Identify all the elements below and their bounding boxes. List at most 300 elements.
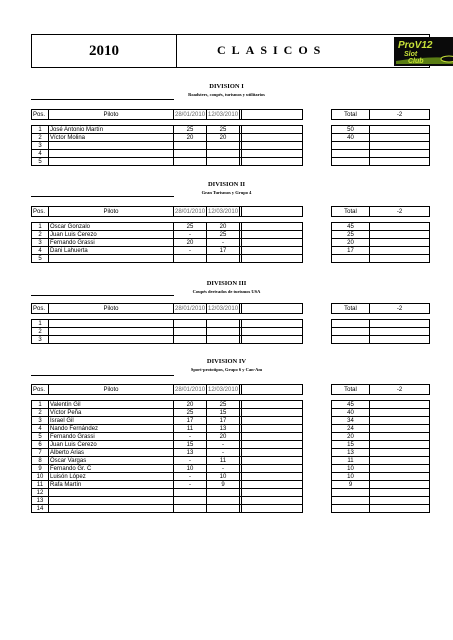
club-logo	[394, 37, 453, 66]
row-pos: 7	[32, 449, 49, 457]
row-total: 20	[332, 239, 370, 247]
year-box	[31, 34, 177, 68]
gap-cell	[303, 150, 332, 158]
date1-header: 28/01/2010	[175, 111, 206, 118]
table-header-row	[32, 207, 430, 217]
row-pilot	[49, 255, 174, 263]
row-pos: 2	[32, 134, 49, 142]
row-race1	[174, 328, 207, 336]
row-race2: -	[207, 465, 240, 473]
row-pos: 6	[32, 441, 49, 449]
row-minus	[370, 449, 430, 457]
row-blank	[242, 142, 303, 150]
table-row	[32, 239, 430, 247]
row-total	[332, 489, 370, 497]
row-blank	[242, 134, 303, 142]
row-race2: -	[207, 441, 240, 449]
gap-cell	[303, 457, 332, 465]
row-total: 11	[332, 457, 370, 465]
gap-cell	[303, 304, 332, 314]
row-minus	[370, 441, 430, 449]
row-pilot	[49, 497, 174, 505]
row-blank	[242, 425, 303, 433]
row-pos: 4	[32, 247, 49, 255]
division-title: DIVISION II	[207, 181, 246, 188]
row-race1: 17	[174, 417, 207, 425]
row-minus	[370, 497, 430, 505]
gap-cell	[303, 401, 332, 409]
gap-cell	[303, 110, 332, 120]
row-race1	[174, 497, 207, 505]
row-race2	[207, 150, 240, 158]
row-race1	[174, 158, 207, 166]
row-total: 25	[332, 231, 370, 239]
gap-cell	[303, 328, 332, 336]
table-row	[32, 441, 430, 449]
gap-cell	[303, 231, 332, 239]
table-row	[32, 328, 430, 336]
pos-header: Pos.	[32, 207, 49, 217]
row-race2: 17	[207, 247, 240, 255]
table-row	[32, 425, 430, 433]
row-blank	[242, 401, 303, 409]
row-minus	[370, 320, 430, 328]
row-pilot: Luisón López	[49, 473, 174, 481]
minus-header: -2	[370, 304, 430, 314]
row-total	[332, 505, 370, 513]
table-row	[32, 449, 430, 457]
total-header: Total	[332, 385, 370, 395]
row-blank	[242, 320, 303, 328]
pilot-header: Piloto	[49, 207, 174, 217]
table-row	[32, 465, 430, 473]
row-race1: 25	[174, 409, 207, 417]
row-race1: -	[174, 457, 207, 465]
division-subtitle: Sport-prototipos, Grupo 6 y Can-Am	[190, 367, 263, 372]
row-race2: 20	[207, 223, 240, 231]
row-pilot: Rafa Martín	[49, 481, 174, 489]
logo-word-2: Slot	[404, 51, 418, 58]
row-race2: 11	[207, 457, 240, 465]
gap-cell	[303, 497, 332, 505]
gap-cell	[303, 158, 332, 166]
table-header-row	[32, 304, 430, 314]
row-minus	[370, 231, 430, 239]
pilot-header: Piloto	[49, 385, 174, 395]
gap-cell	[303, 126, 332, 134]
blank-header	[242, 207, 303, 217]
row-total: 10	[332, 473, 370, 481]
division-rule	[31, 295, 174, 296]
table-row	[32, 134, 430, 142]
row-minus	[370, 158, 430, 166]
division-rule	[31, 99, 174, 100]
gap-cell	[303, 417, 332, 425]
row-total: 9	[332, 481, 370, 489]
row-race2: -	[207, 449, 240, 457]
table-row	[32, 457, 430, 465]
row-pos: 5	[32, 433, 49, 441]
division-title: DIVISION IV	[206, 358, 247, 365]
row-race1: -	[174, 481, 207, 489]
row-total: 45	[332, 223, 370, 231]
row-race2: 17	[207, 417, 240, 425]
gap-cell	[303, 481, 332, 489]
row-pilot: Oscar Vargas	[49, 457, 174, 465]
row-total: 40	[332, 409, 370, 417]
row-pilot: Víctor Molina	[49, 134, 174, 142]
row-blank	[242, 223, 303, 231]
row-pos: 10	[32, 473, 49, 481]
standings-table	[31, 109, 430, 166]
row-total	[332, 336, 370, 344]
row-pilot	[49, 336, 174, 344]
row-race1: -	[174, 473, 207, 481]
row-minus	[370, 481, 430, 489]
table-row	[32, 473, 430, 481]
row-pilot: Valentín Gil	[49, 401, 174, 409]
row-pilot: Alberto Arias	[49, 449, 174, 457]
row-race1: 20	[174, 401, 207, 409]
row-pilot: Oscar Gonzalo	[49, 223, 174, 231]
date1-header: 28/01/2010	[175, 208, 206, 215]
standings-table	[31, 206, 430, 263]
row-race1: 10	[174, 465, 207, 473]
table-row	[32, 255, 430, 263]
row-pilot	[49, 328, 174, 336]
row-blank	[242, 255, 303, 263]
row-race2: 25	[207, 401, 240, 409]
date2-header: 12/03/2010	[208, 386, 239, 393]
row-race1	[174, 255, 207, 263]
row-blank	[242, 481, 303, 489]
division-subtitle: Gran Turismos y Grupo 4	[201, 190, 252, 195]
row-blank	[242, 239, 303, 247]
row-race2	[207, 328, 240, 336]
row-race2	[207, 336, 240, 344]
table-header-row	[32, 385, 430, 395]
row-minus	[370, 134, 430, 142]
table-row	[32, 336, 430, 344]
row-race1: 11	[174, 425, 207, 433]
row-pos: 1	[32, 320, 49, 328]
row-pos: 3	[32, 336, 49, 344]
row-pilot	[49, 142, 174, 150]
row-pilot	[49, 158, 174, 166]
row-blank	[242, 150, 303, 158]
gap-cell	[303, 433, 332, 441]
row-race1	[174, 142, 207, 150]
row-race1	[174, 489, 207, 497]
total-header: Total	[332, 207, 370, 217]
row-pos: 12	[32, 489, 49, 497]
row-total	[332, 497, 370, 505]
row-blank	[242, 473, 303, 481]
logo-word-1: ProV12	[398, 40, 433, 51]
row-race2: 20	[207, 134, 240, 142]
row-race2: 15	[207, 409, 240, 417]
row-minus	[370, 328, 430, 336]
row-blank	[242, 336, 303, 344]
table-row	[32, 433, 430, 441]
row-minus	[370, 239, 430, 247]
gap-cell	[303, 239, 332, 247]
table-row	[32, 126, 430, 134]
row-blank	[242, 126, 303, 134]
row-pilot: Fernando Grassi	[49, 239, 174, 247]
row-pilot	[49, 150, 174, 158]
row-pilot	[49, 320, 174, 328]
row-race2	[207, 158, 240, 166]
row-total	[332, 158, 370, 166]
division-rule	[31, 375, 174, 376]
standings-table	[31, 384, 430, 513]
division-title: DIVISION III	[206, 280, 247, 287]
pos-header: Pos.	[32, 110, 49, 120]
row-blank	[242, 409, 303, 417]
row-race2: 20	[207, 433, 240, 441]
row-pos: 1	[32, 223, 49, 231]
row-total: 24	[332, 425, 370, 433]
row-minus	[370, 457, 430, 465]
row-total: 15	[332, 441, 370, 449]
minus-header: -2	[370, 110, 430, 120]
row-pilot: Israel Gil	[49, 417, 174, 425]
row-pilot: Fernando Grassi	[49, 433, 174, 441]
row-total: 34	[332, 417, 370, 425]
row-blank	[242, 505, 303, 513]
gap-cell	[303, 441, 332, 449]
row-total: 17	[332, 247, 370, 255]
row-race2	[207, 489, 240, 497]
row-pos: 2	[32, 328, 49, 336]
row-pos: 13	[32, 497, 49, 505]
row-race1	[174, 336, 207, 344]
row-blank	[242, 247, 303, 255]
row-race1: -	[174, 433, 207, 441]
date1-header: 28/01/2010	[175, 305, 206, 312]
division-rule	[31, 196, 174, 197]
blank-header	[242, 385, 303, 395]
row-race1: -	[174, 231, 207, 239]
row-minus	[370, 247, 430, 255]
row-race1	[174, 505, 207, 513]
page-title: CLASICOS	[217, 43, 327, 57]
row-race2	[207, 497, 240, 505]
gap-cell	[303, 385, 332, 395]
table-row	[32, 158, 430, 166]
pos-header: Pos.	[32, 385, 49, 395]
row-pos: 9	[32, 465, 49, 473]
gap-cell	[303, 465, 332, 473]
row-pos: 5	[32, 255, 49, 263]
row-minus	[370, 223, 430, 231]
row-race1: 25	[174, 223, 207, 231]
row-race2: 9	[207, 481, 240, 489]
row-minus	[370, 417, 430, 425]
date1-header: 28/01/2010	[175, 386, 206, 393]
gap-cell	[303, 247, 332, 255]
row-pos: 2	[32, 409, 49, 417]
row-pilot: Juan Luis Cerezo	[49, 441, 174, 449]
row-race1: 25	[174, 126, 207, 134]
row-minus	[370, 465, 430, 473]
row-race2: -	[207, 239, 240, 247]
table-header-row	[32, 110, 430, 120]
row-minus	[370, 433, 430, 441]
row-race2	[207, 255, 240, 263]
row-pos: 8	[32, 457, 49, 465]
row-blank	[242, 489, 303, 497]
row-race2	[207, 505, 240, 513]
total-header: Total	[332, 304, 370, 314]
table-row	[32, 247, 430, 255]
row-minus	[370, 150, 430, 158]
title-box	[177, 34, 433, 68]
pilot-header: Piloto	[49, 304, 174, 314]
row-race2	[207, 320, 240, 328]
minus-header: -2	[370, 385, 430, 395]
row-minus	[370, 255, 430, 263]
row-minus	[370, 142, 430, 150]
row-pos: 1	[32, 401, 49, 409]
row-blank	[242, 497, 303, 505]
gap-cell	[303, 473, 332, 481]
row-minus	[370, 409, 430, 417]
row-total: 13	[332, 449, 370, 457]
date2-header: 12/03/2010	[208, 111, 239, 118]
row-race1	[174, 150, 207, 158]
gap-cell	[303, 336, 332, 344]
gap-cell	[303, 142, 332, 150]
table-row	[32, 417, 430, 425]
row-total: 40	[332, 134, 370, 142]
standings-table	[31, 303, 430, 344]
row-total	[332, 150, 370, 158]
row-blank	[242, 433, 303, 441]
row-pilot: José Antonio Martín	[49, 126, 174, 134]
row-pos: 5	[32, 158, 49, 166]
row-race2: 13	[207, 425, 240, 433]
row-race1: 13	[174, 449, 207, 457]
gap-cell	[303, 255, 332, 263]
gap-cell	[303, 320, 332, 328]
row-race2: 25	[207, 231, 240, 239]
division-subtitle: Roadsters, coupés, turismos y utilitarios	[188, 92, 265, 97]
gap-cell	[303, 449, 332, 457]
row-pilot: Nando Fernández	[49, 425, 174, 433]
row-minus	[370, 473, 430, 481]
row-race2: 10	[207, 473, 240, 481]
row-total: 50	[332, 126, 370, 134]
table-row	[32, 497, 430, 505]
gap-cell	[303, 207, 332, 217]
row-blank	[242, 158, 303, 166]
row-minus	[370, 336, 430, 344]
row-minus	[370, 126, 430, 134]
row-total: 10	[332, 465, 370, 473]
table-row	[32, 320, 430, 328]
row-race2	[207, 142, 240, 150]
row-pos: 1	[32, 126, 49, 134]
gap-cell	[303, 409, 332, 417]
row-blank	[242, 465, 303, 473]
row-total	[332, 320, 370, 328]
gap-cell	[303, 223, 332, 231]
minus-header: -2	[370, 207, 430, 217]
row-total	[332, 328, 370, 336]
row-pos: 2	[32, 231, 49, 239]
row-pos: 4	[32, 425, 49, 433]
row-total	[332, 255, 370, 263]
row-blank	[242, 449, 303, 457]
row-minus	[370, 401, 430, 409]
table-row	[32, 401, 430, 409]
gap-cell	[303, 134, 332, 142]
logo-word-3: Club	[408, 58, 424, 65]
blank-header	[242, 110, 303, 120]
division-subtitle: Coupés derivados de turismos USA	[192, 289, 261, 294]
row-pilot: Víctor Peña	[49, 409, 174, 417]
row-race1	[174, 320, 207, 328]
row-total	[332, 142, 370, 150]
pos-header: Pos.	[32, 304, 49, 314]
table-row	[32, 223, 430, 231]
row-pilot	[49, 505, 174, 513]
row-pos: 3	[32, 142, 49, 150]
row-total: 20	[332, 433, 370, 441]
row-minus	[370, 425, 430, 433]
table-row	[32, 489, 430, 497]
pilot-header: Piloto	[49, 110, 174, 120]
row-race1: 15	[174, 441, 207, 449]
date2-header: 12/03/2010	[208, 208, 239, 215]
row-pos: 4	[32, 150, 49, 158]
row-blank	[242, 328, 303, 336]
row-race1: 20	[174, 239, 207, 247]
row-minus	[370, 489, 430, 497]
row-minus	[370, 505, 430, 513]
date2-header: 12/03/2010	[208, 305, 239, 312]
table-row	[32, 150, 430, 158]
blank-header	[242, 304, 303, 314]
table-row	[32, 231, 430, 239]
row-blank	[242, 441, 303, 449]
total-header: Total	[332, 110, 370, 120]
table-row	[32, 505, 430, 513]
table-row	[32, 142, 430, 150]
row-total: 45	[332, 401, 370, 409]
gap-cell	[303, 505, 332, 513]
row-blank	[242, 457, 303, 465]
row-pilot	[49, 489, 174, 497]
table-row	[32, 409, 430, 417]
row-pilot: Dani Lahuerta	[49, 247, 174, 255]
row-race1: -	[174, 247, 207, 255]
table-row	[32, 481, 430, 489]
row-race2: 25	[207, 126, 240, 134]
row-pilot: Fernando Gr. C	[49, 465, 174, 473]
row-blank	[242, 231, 303, 239]
row-race1: 20	[174, 134, 207, 142]
row-pos: 3	[32, 239, 49, 247]
row-pos: 3	[32, 417, 49, 425]
row-pilot: Juan Luis Cerezo	[49, 231, 174, 239]
row-blank	[242, 417, 303, 425]
row-pos: 11	[32, 481, 49, 489]
gap-cell	[303, 425, 332, 433]
page-header	[31, 34, 433, 68]
